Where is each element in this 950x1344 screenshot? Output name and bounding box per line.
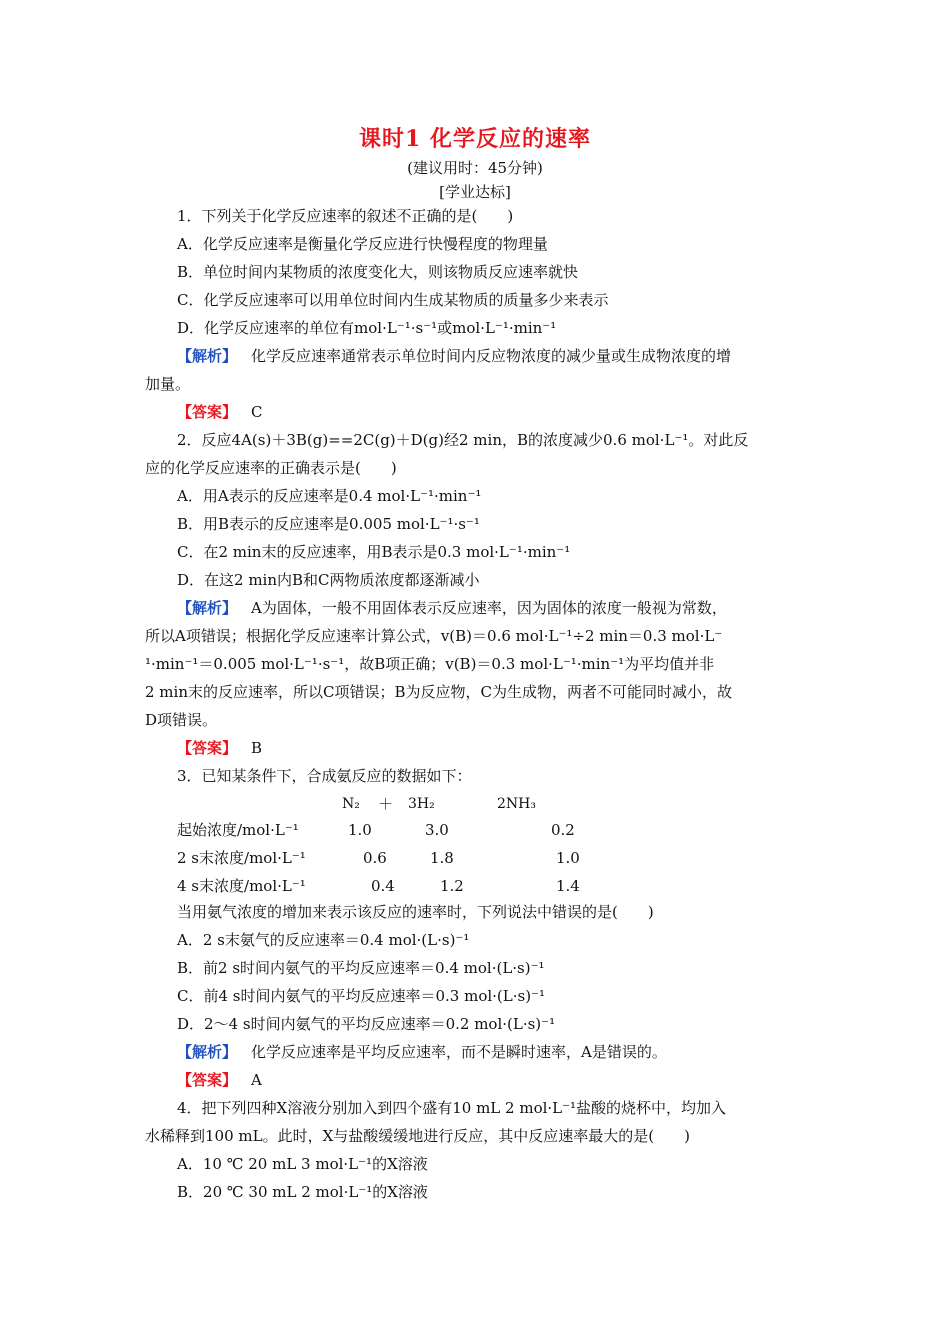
- q3-answer: [177, 1070, 262, 1090]
- q1-analysis: [177, 346, 731, 366]
- row-label: 4 s末浓度/mol·L⁻¹: [177, 877, 306, 895]
- time-note: (建议用时：45分钟): [407, 159, 543, 177]
- q2-analysis: [177, 598, 727, 618]
- h2-value: 3.0: [425, 821, 449, 839]
- q4-stem: 4．把下列四种X溶液分别加入到四个盛有10 mL 2 mol·L⁻¹盐酸的烧杯中，均加入: [177, 1099, 727, 1117]
- nh3-value: 0.2: [551, 821, 575, 839]
- q2-analysis-line2: 所以A项错误；根据化学反应速率计算公式，v(B)＝0.6 mol·L⁻¹÷2 min＝0.3 mol·L⁻: [145, 627, 723, 645]
- h2-value: 1.2: [440, 877, 464, 895]
- q2-option-a: A．用A表示的反应速率是0.4 mol·L⁻¹·min⁻¹: [177, 487, 482, 505]
- q3-option-c: C．前4 s时间内氨气的平均反应速率＝0.3 mol·(L·s)⁻¹: [177, 987, 545, 1005]
- analysis-tag: 【解析】: [177, 347, 238, 365]
- q4-stem-cont: 水稀释到100 mL。此时，X与盐酸缓缓地进行反应，其中反应速率最大的是( ): [145, 1127, 690, 1145]
- q2-analysis-line5: D项错误。: [145, 711, 218, 729]
- q3-analysis: [177, 1042, 667, 1062]
- section-heading: [学业达标]: [439, 183, 511, 201]
- q2-analysis-line3: ¹·min⁻¹＝0.005 mol·L⁻¹·s⁻¹，故B项正确；v(B)＝0.3 mol·L⁻¹·min⁻¹为平均值并非: [145, 655, 715, 673]
- q1-analysis-cont: 加量。: [145, 375, 191, 393]
- q1-answer-value: C: [251, 403, 263, 421]
- nh3-value: 1.0: [556, 849, 580, 867]
- equation-h2: 3H₂: [408, 796, 435, 812]
- nh3-value: 1.4: [556, 877, 580, 895]
- q1-stem: 1．下列关于化学反应速率的叙述不正确的是( ): [177, 207, 514, 225]
- equation-plus: ＋: [378, 795, 394, 813]
- answer-tag: 【答案】: [177, 739, 238, 757]
- n2-value: 0.6: [363, 849, 387, 867]
- q3-stem: 3．已知某条件下，合成氨反应的数据如下：: [177, 767, 472, 785]
- q3-option-d: D．2～4 s时间内氨气的平均反应速率＝0.2 mol·(L·s)⁻¹: [177, 1015, 556, 1033]
- equation-nh3: 2NH₃: [497, 796, 536, 812]
- q3-option-a: A．2 s末氨气的反应速率＝0.4 mol·(L·s)⁻¹: [177, 931, 470, 949]
- q1-option-a: A．化学反应速率是衡量化学反应进行快慢程度的物理量: [177, 235, 548, 253]
- q1-answer: [177, 402, 263, 422]
- q1-analysis-text: 化学反应速率通常表示单位时间内反应物浓度的减少量或生成物浓度的增: [251, 347, 732, 365]
- analysis-tag: 【解析】: [177, 1043, 238, 1061]
- n2-value: 0.4: [371, 877, 395, 895]
- h2-value: 1.8: [430, 849, 454, 867]
- equation-n2: N₂: [342, 796, 360, 812]
- q2-answer: [177, 738, 262, 758]
- analysis-tag: 【解析】: [177, 599, 238, 617]
- lesson-title: 课时1 化学反应的速率: [359, 126, 591, 152]
- q2-option-c: C．在2 min末的反应速率，用B表示是0.3 mol·L⁻¹·min⁻¹: [177, 543, 571, 561]
- q3-option-b: B．前2 s时间内氨气的平均反应速率＝0.4 mol·(L·s)⁻¹: [177, 959, 545, 977]
- row-label: 2 s末浓度/mol·L⁻¹: [177, 849, 306, 867]
- q4-option-b: B．20 ℃ 30 mL 2 mol·L⁻¹的X溶液: [177, 1183, 428, 1201]
- q2-option-b: B．用B表示的反应速率是0.005 mol·L⁻¹·s⁻¹: [177, 515, 480, 533]
- q2-stem-cont: 应的化学反应速率的正确表示是( ): [145, 459, 397, 477]
- q3-answer-value: A: [251, 1071, 262, 1089]
- q2-option-d: D．在这2 min内B和C两物质浓度都逐渐减小: [177, 571, 480, 589]
- q1-option-b: B．单位时间内某物质的浓度变化大，则该物质反应速率就快: [177, 263, 579, 281]
- q3-analysis-text: 化学反应速率是平均反应速率，而不是瞬时速率，A是错误的。: [251, 1043, 667, 1061]
- q3-question: 当用氨气浓度的增加来表示该反应的速率时，下列说法中错误的是( ): [177, 903, 654, 921]
- q2-stem: 2．反应4A(s)＋3B(g)==2C(g)＋D(g)经2 min，B的浓度减少0.6 mol·L⁻¹。对此反: [177, 431, 749, 449]
- answer-tag: 【答案】: [177, 1071, 238, 1089]
- q2-analysis-text: A为固体，一般不用固体表示反应速率，因为固体的浓度一般视为常数，: [251, 599, 727, 617]
- answer-tag: 【答案】: [177, 403, 238, 421]
- q4-option-a: A．10 ℃ 20 mL 3 mol·L⁻¹的X溶液: [177, 1155, 428, 1173]
- q2-analysis-line4: 2 min末的反应速率，所以C项错误；B为反应物，C为生成物，两者不可能同时减小，故: [145, 683, 732, 701]
- q1-option-d: D．化学反应速率的单位有mol·L⁻¹·s⁻¹或mol·L⁻¹·min⁻¹: [177, 319, 557, 337]
- row-label: 起始浓度/mol·L⁻¹: [177, 821, 299, 839]
- q2-answer-value: B: [251, 739, 263, 757]
- n2-value: 1.0: [348, 821, 372, 839]
- q1-option-c: C．化学反应速率可以用单位时间内生成某物质的质量多少来表示: [177, 291, 609, 309]
